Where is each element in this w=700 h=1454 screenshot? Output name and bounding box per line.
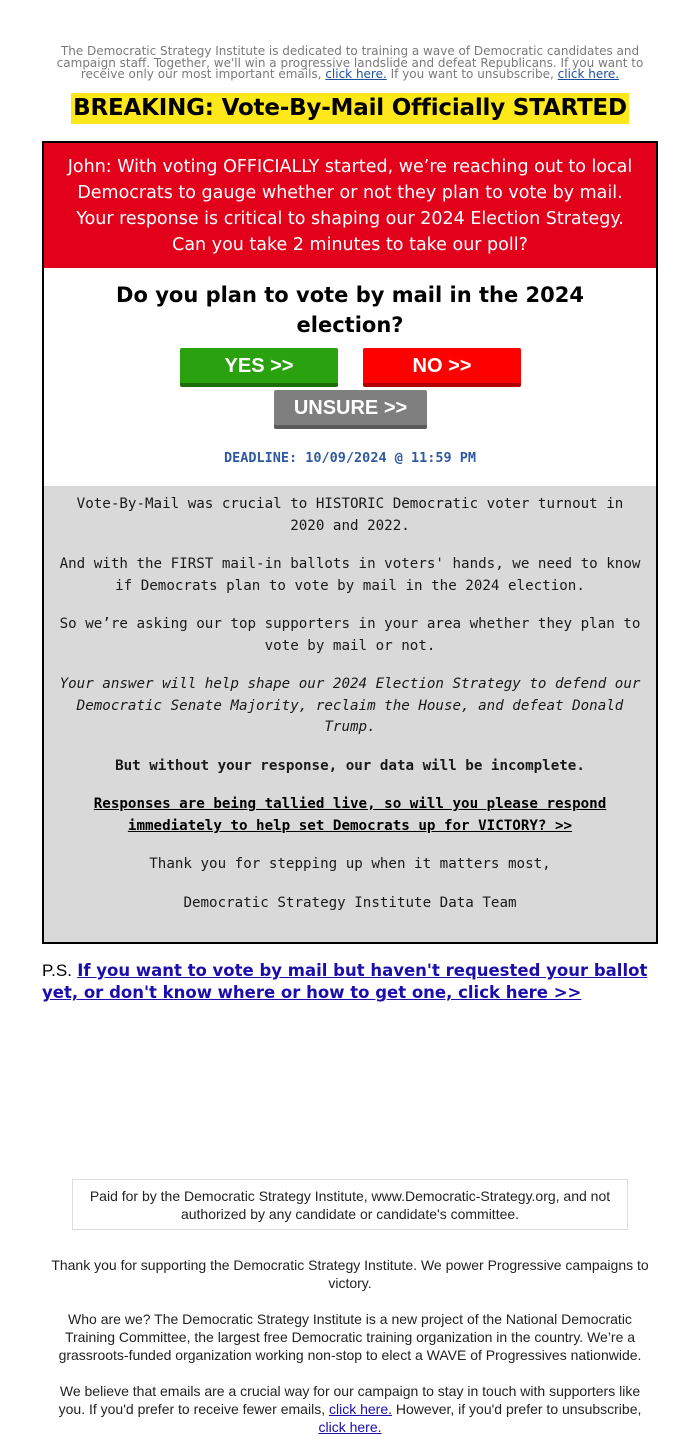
footer-copy: We believe that emails are a crucial way for our campaign to stay in touch with supporters like you. If you'd prefer to receive fewer emails,	[58, 1383, 641, 1417]
message-body	[44, 486, 656, 942]
paid-for-disclaimer: Paid for by the Democratic Strategy Institute, www.Democratic-Strategy.org, and not authorized by any candidate or candidate's committee.	[72, 1179, 628, 1230]
preheader-unsubscribe-link[interactable]: click here.	[557, 67, 620, 81]
footer-paragraph: Thank you for supporting the Democratic Strategy Institute. We power Progressive campaigns to victory.	[51, 1257, 649, 1291]
poll-buttons	[44, 348, 656, 448]
body-paragraph: So we’re asking our top supporters in your area whether they plan to vote by mail or not.	[59, 616, 641, 654]
footer-paragraph-email-prefs	[50, 1382, 650, 1436]
postscript	[42, 960, 654, 1004]
no-button[interactable]: NO >>	[363, 348, 521, 387]
footer-unsubscribe-link[interactable]: click here.	[318, 1419, 382, 1435]
footer	[50, 1256, 650, 1454]
respond-link[interactable]: Responses are being tallied live, so will you please respond immediately to help set Democrats up for VICTORY? >>	[93, 796, 607, 834]
preheader-fewer-emails-link[interactable]: click here.	[325, 67, 387, 81]
poll-question: Do you plan to vote by mail in the 2024 election?	[116, 283, 584, 337]
body-paragraph: And with the FIRST mail-in ballots in voters' hands, we need to know if Democrats plan to vote by mail in the 2024 election.	[59, 556, 641, 594]
body-paragraph-bold: But without your response, our data will be incomplete.	[115, 757, 585, 774]
headline-container	[0, 93, 700, 124]
intro-banner[interactable]	[44, 143, 656, 268]
footer-fewer-emails-link[interactable]: click here.	[328, 1401, 393, 1417]
request-ballot-link[interactable]: If you want to vote by mail but haven't requested your ballot yet, or don't know where or how to get one, click here >>	[42, 961, 648, 1002]
signature: Democratic Strategy Institute Data Team	[183, 894, 517, 911]
body-paragraph-italic: Your answer will help shape our 2024 Election Strategy to defend our Democratic Senate Majority, reclaim the House, and defeat Donald Trump.	[59, 676, 641, 735]
preheader-text	[50, 46, 650, 81]
footer-copy-middle: However, if you'd prefer to unsubscribe,	[392, 1401, 642, 1417]
footer-paragraph: Who are we? The Democratic Strategy Institute is a new project of the National Democratic Training Committee, the largest free Democratic training organization in the country. We’re a grassroots-funded organization working non-stop to elect a WAVE of Progressives nationwide.	[58, 1311, 642, 1363]
yes-button[interactable]: YES >>	[180, 348, 338, 387]
poll-card	[42, 141, 658, 944]
unsure-button[interactable]: UNSURE >>	[274, 390, 427, 429]
intro-text: John: With voting OFFICIALLY started, we’re reaching out to local Democrats to gauge whether or not they plan to vote by mail. Your response is critical to shaping our 2024 Election Strategy. Can you take 2 minutes to take our poll?	[67, 157, 633, 255]
deadline-text: DEADLINE: 10/09/2024 @ 11:59 PM	[224, 450, 476, 466]
preheader-copy: The Democratic Strategy Institute is dedicated to training a wave of Democratic candidates and campaign staff. Together, we'll win a progressive landslide and defeat Republicans. If you want to receive only our most important emails,	[56, 44, 644, 81]
ps-label: P.S.	[42, 961, 72, 980]
headline: BREAKING: Vote-By-Mail Officially STARTED	[71, 93, 629, 124]
body-paragraph: Vote-By-Mail was crucial to HISTORIC Democratic voter turnout in 2020 and 2022.	[76, 496, 624, 534]
closing-line: Thank you for stepping up when it matters most,	[149, 856, 551, 872]
preheader-copy-middle: If you want to unsubscribe,	[386, 67, 558, 81]
